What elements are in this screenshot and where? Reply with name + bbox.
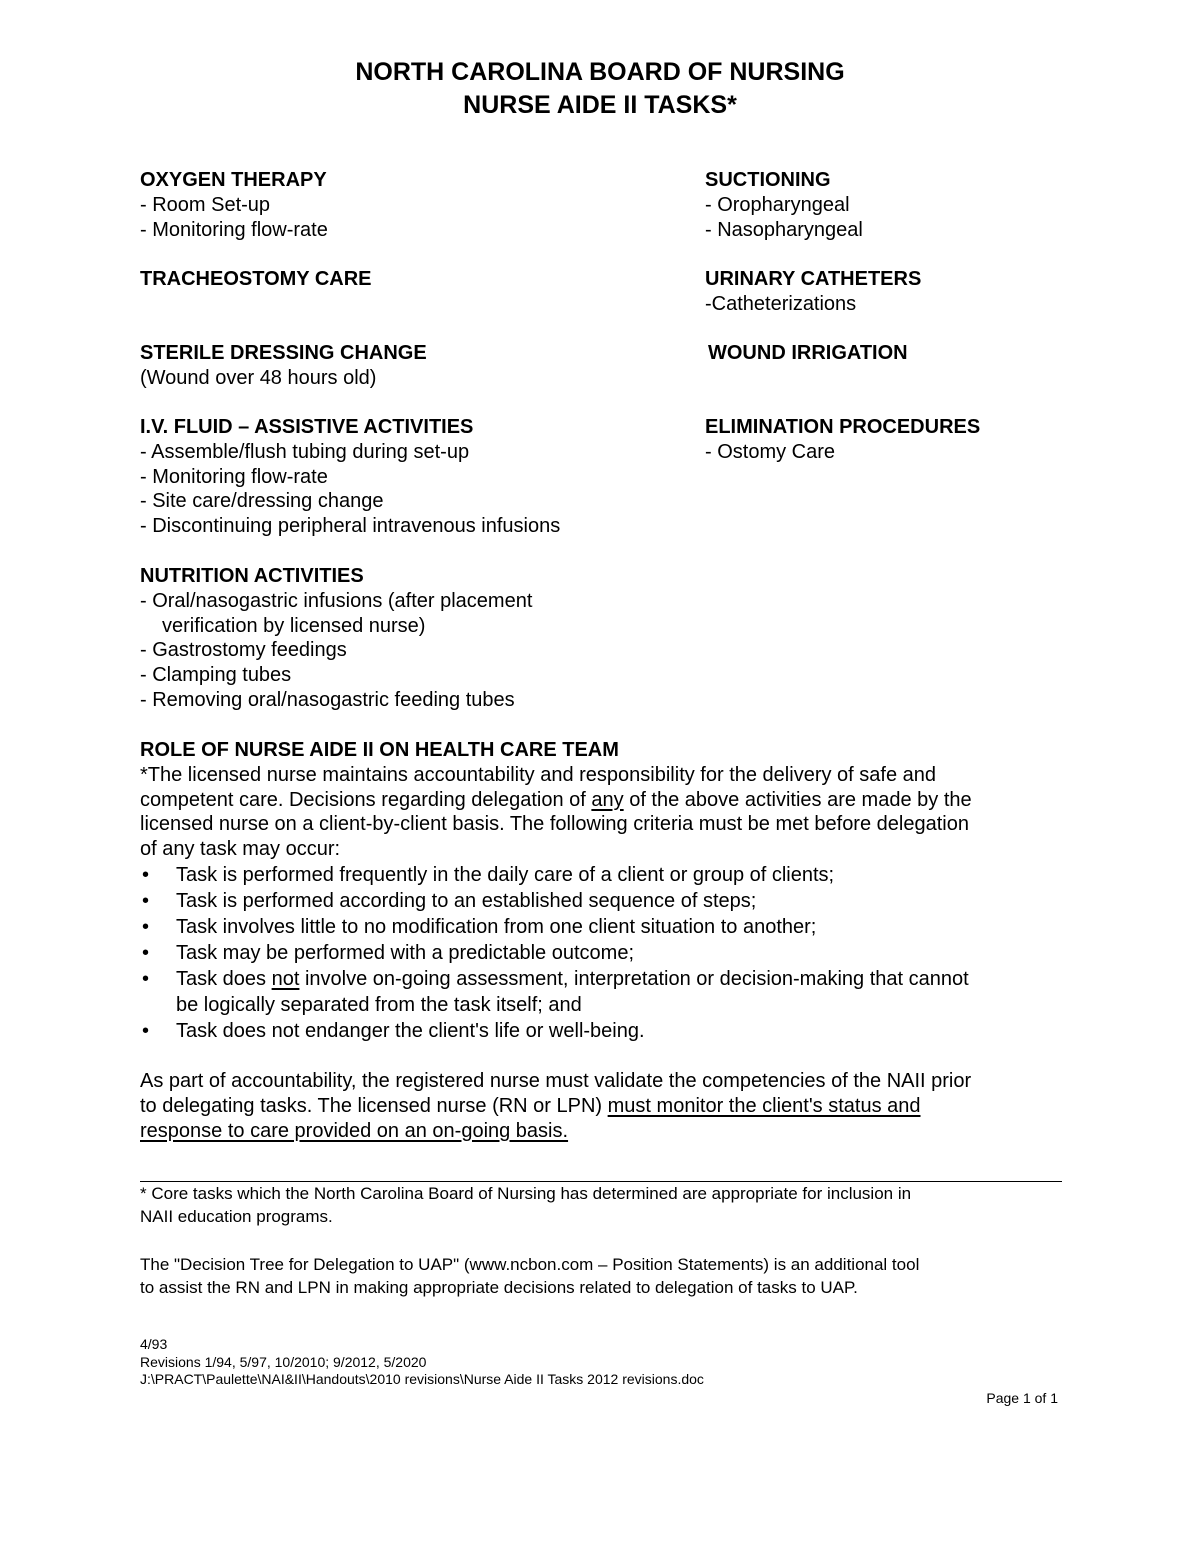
text-run: to delegating tasks. The licensed nurse (RN or LPN) xyxy=(140,1094,608,1117)
text-run: be logically separated from the task itself; and xyxy=(176,994,582,1016)
section-heading: OXYGEN THERAPY xyxy=(140,169,327,191)
list-item: - Ostomy Care xyxy=(705,440,836,463)
section-heading: ROLE OF NURSE AIDE II ON HEALTH CARE TEAM xyxy=(140,739,619,761)
list-item: - Room Set-up xyxy=(140,193,271,216)
section-heading: NUTRITION ACTIVITIES xyxy=(140,565,364,587)
section-heading: ELIMINATION PROCEDURES xyxy=(705,416,981,438)
section-heading: WOUND IRRIGATION xyxy=(708,342,908,364)
accountability-paragraph xyxy=(140,1069,971,1143)
paragraph-line: *The licensed nurse maintains accountability and responsibility for the delivery of safe and xyxy=(140,763,936,786)
list-item: - Gastrostomy feedings xyxy=(140,639,347,662)
section-heading: STERILE DRESSING CHANGE xyxy=(140,342,427,364)
document-title: NORTH CAROLINA BOARD OF NURSING xyxy=(355,58,845,86)
list-item: - Oropharyngeal xyxy=(705,193,850,216)
section-note: (Wound over 48 hours old) xyxy=(140,366,377,389)
page-number: Page 1 of 1 xyxy=(986,1390,1058,1406)
text-run: of the above activities are made by the xyxy=(623,788,972,811)
paragraph-line xyxy=(140,1119,971,1144)
text-run: involve on-going assessment, interpretation or decision-making that cannot xyxy=(299,968,969,990)
criteria-item: • Task involves little to no modification from one client situation to another; xyxy=(140,914,1080,940)
file-path: J:\PRACT\Paulette\NAI&II\Handouts\2010 revisions\Nurse Aide II Tasks 2012 revisions.doc xyxy=(140,1371,704,1387)
criteria-list xyxy=(140,862,1080,1044)
section-nutrition xyxy=(140,564,532,713)
footnote-line: to assist the RN and LPN in making appropriate decisions related to delegation of tasks to UAP. xyxy=(140,1277,858,1297)
paragraph-line: of any task may occur: xyxy=(140,838,341,861)
underlined-text: response to care provided on an on-going basis. xyxy=(140,1119,569,1142)
section-heading: I.V. FLUID – ASSISTIVE ACTIVITIES xyxy=(140,416,474,438)
list-item-continuation: verification by licensed nurse) xyxy=(162,614,426,637)
paragraph-line: licensed nurse on a client-by-client basis. The following criteria must be met before delegation xyxy=(140,813,969,836)
footnote xyxy=(140,1183,1070,1228)
revision-info xyxy=(140,1336,704,1389)
underlined-text: not xyxy=(271,968,300,990)
footnote-divider xyxy=(140,1181,1062,1182)
original-date: 4/93 xyxy=(140,1336,168,1352)
list-item: - Monitoring flow-rate xyxy=(140,465,328,488)
footnote-line: * Core tasks which the North Carolina Board of Nursing has determined are appropriate for inclusion in xyxy=(140,1184,912,1203)
list-item: - Removing oral/nasogastric feeding tubes xyxy=(140,688,515,711)
criteria-item: • Task may be performed with a predictable outcome; xyxy=(140,940,1080,966)
section-role xyxy=(140,738,972,862)
list-item: -Catheterizations xyxy=(705,292,857,315)
section-heading: SUCTIONING xyxy=(705,169,831,191)
section-iv-fluid xyxy=(140,415,560,539)
list-item: - Site care/dressing change xyxy=(140,490,384,513)
criteria-item: • Task is performed according to an established sequence of steps; xyxy=(140,888,1080,914)
list-item: - Assemble/flush tubing during set-up xyxy=(140,440,470,463)
section-tracheostomy-care xyxy=(140,267,372,292)
section-heading: URINARY CATHETERS xyxy=(705,268,922,290)
text-run: Task does xyxy=(176,968,272,990)
decision-tree-note xyxy=(140,1254,1070,1299)
underlined-text: any xyxy=(591,788,624,811)
document-subtitle: NURSE AIDE II TASKS* xyxy=(463,91,737,119)
footnote-line: NAII education programs. xyxy=(140,1206,333,1226)
footnote-line: The "Decision Tree for Delegation to UAP" (www.ncbon.com – Position Statements) is an additional tool xyxy=(140,1255,920,1274)
list-item: - Monitoring flow-rate xyxy=(140,218,328,241)
text-run: competent care. Decisions regarding delegation of xyxy=(140,788,592,811)
list-item: - Discontinuing peripheral intravenous infusions xyxy=(140,515,561,538)
section-suctioning xyxy=(705,168,863,242)
criteria-item: • Task is performed frequently in the daily care of a client or group of clients; xyxy=(140,862,1080,888)
section-sterile-dressing xyxy=(140,341,427,391)
list-item: - Clamping tubes xyxy=(140,664,292,687)
section-elimination-procedures xyxy=(705,415,980,465)
list-item: - Oral/nasogastric infusions (after placement xyxy=(140,589,533,612)
criteria-item xyxy=(140,966,1080,1018)
paragraph-line xyxy=(140,788,972,813)
revision-dates: Revisions 1/94, 5/97, 10/2010; 9/2012, 5/2020 xyxy=(140,1353,427,1370)
paragraph-line xyxy=(140,1094,971,1119)
section-oxygen-therapy xyxy=(140,168,328,242)
paragraph-line: As part of accountability, the registered nurse must validate the competencies of the NAII prior xyxy=(140,1070,972,1092)
criteria-item: • Task does not endanger the client's life or well-being. xyxy=(140,1018,1080,1044)
section-heading: TRACHEOSTOMY CARE xyxy=(140,268,372,290)
section-urinary-catheters xyxy=(705,267,921,317)
section-wound-irrigation xyxy=(708,341,908,366)
list-item: - Nasopharyngeal xyxy=(705,218,863,241)
underlined-text: must monitor the client's status and xyxy=(607,1094,921,1117)
